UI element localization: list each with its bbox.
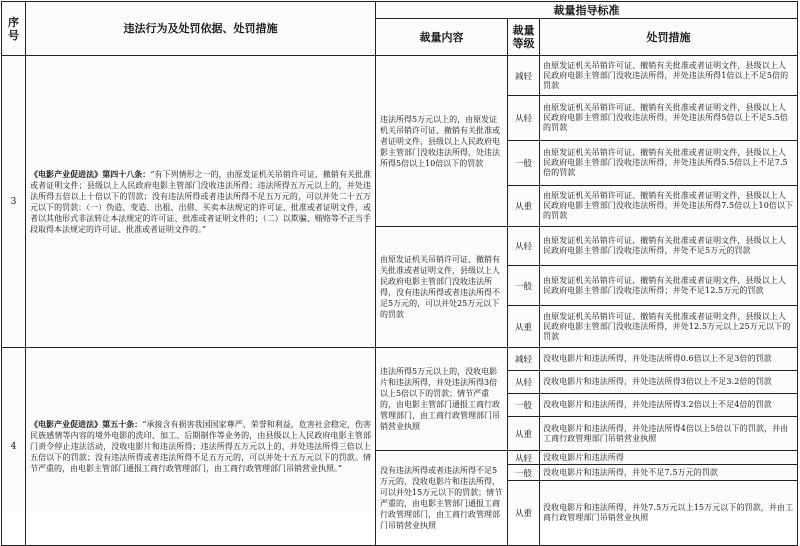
- discretion-level: 从轻: [508, 227, 540, 266]
- penalty-measure: 没收电影片和违法所得，并处不足7.5万元的罚款: [540, 465, 798, 481]
- basis-text: “承接含有损害我国国家尊严、荣誉和利益，危害社会稳定，伤害民族感情等内容的境外电影的洗印、加工、后期制作等业务的，由县级以上人民政府电影主管部门责令停止违法活动，没收电影片和违法所得；违法所得五万元以上的，并处违法所得三倍以上五倍以下的罚款；没有违法所得或者违法所得不足五万元的，可以并处十五万元以下的罚款。情节严重的，由电影主管部门通报工商行政管理部门，由工商行政管理部门吊销营业执照。”: [30, 420, 372, 473]
- header-measure: 处罚措施: [540, 19, 798, 56]
- law-article: 第四十八条：: [102, 169, 151, 179]
- discretion-level: 从重: [508, 417, 540, 451]
- penalty-measure: 没收电影片和违法所得: [540, 451, 798, 465]
- basis-text: “有下列情形之一的，由原发证机关吊销许可证、撤销有关批准或者证明文件；县级以上人民政府电影主管部门没收违法所得；违法所得五万元以上的，并处违法所得五倍以上十倍以下的罚款；没有违法所得或者违法所得不足五万元的，可以并处二十五万元以下的罚款：（一）伪造、变造、出租、出借、买卖本法规定的许可证、批准或者证明文件，或者以其他形式非法转让本法规定的许可证、批准或者证明文件的；（二）以欺骗、贿赂等不正当手段取得本法规定的许可证、批准或者证明文件的。”: [30, 169, 372, 234]
- discretion-content: 没有违法所得或者违法所得不足5万元的，没收电影片和违法所得，可以并处15万元以下的罚款；情节严重的，由电影主管部门通报工商行政管理部门，由工商行政管理部门吊销营业执照: [376, 451, 508, 546]
- discretion-content: 违法所得5万元以上的，由原发证机关吊销许可证、撤销有关批准或者证明文件，县级以上人民政府电影主管部门没收违法所得，处违法所得5倍以上10倍以下的罚款: [376, 56, 508, 227]
- penalty-basis: [26, 56, 376, 348]
- penalty-basis: [26, 348, 376, 546]
- discretion-level: 从重: [508, 481, 540, 546]
- law-article: 第五十条：: [102, 420, 143, 429]
- penalty-measure: 没收电影片和违法所得，并处违法所得3倍以上不足3.2倍的罚款: [540, 371, 798, 394]
- header-level: 裁量等级: [508, 19, 540, 56]
- row-number: 4: [2, 348, 26, 546]
- discretion-level: 一般: [508, 465, 540, 481]
- discretion-level: 从轻: [508, 451, 540, 465]
- header-content: 裁量内容: [376, 19, 508, 56]
- discretion-level: 从重: [508, 186, 540, 227]
- law-name: 《电影产业促进法》: [30, 169, 103, 179]
- penalty-measure: 没收电影片和违法所得，并处7.5万元以上15万元以下的罚款，并由工商行政管理部门吊销营业执照: [540, 481, 798, 546]
- law-name: 《电影产业促进法》: [30, 420, 103, 429]
- discretion-level: 从重: [508, 306, 540, 348]
- penalty-measure: 没收电影片和违法所得，并处违法所得3.2倍以上不足4倍的罚款: [540, 394, 798, 417]
- penalty-measure: 由原发证机关吊销许可证、撤销有关批准或者证明文件，县级以上人民政府电影主管部门没收违法所得，并处违法所得5.5倍以上不足7.5倍的罚款: [540, 141, 798, 186]
- discretion-level: 一般: [508, 266, 540, 306]
- header-basis: 违法行为及处罚依据、处罚措施: [26, 2, 376, 56]
- penalty-guideline-table: [1, 1, 798, 546]
- discretion-level: 减轻: [508, 348, 540, 371]
- discretion-level: 一般: [508, 394, 540, 417]
- discretion-content: 由原发证机关吊销许可证、撤销有关批准或者证明文件，县级以上人民政府电影主管部门没收违法所得，没有违法所得或者违法所得不足5万元的，可以并处25万元以下的罚款: [376, 227, 508, 348]
- header-no: 序号: [2, 2, 26, 56]
- discretion-level: 减轻: [508, 56, 540, 96]
- penalty-measure: 由原发证机关吊销许可证、撤销有关批准或者证明文件，县级以上人民政府电影主管部门没收违法所得，并处违法所得7.5倍以上10倍以下的罚款: [540, 186, 798, 227]
- discretion-content: 违法所得5万元以上的，没收电影片和违法所得，并处违法所得3倍以上5倍以下的罚款；情节严重的，由电影主管部门通报工商行政管理部门，由工商行政管理部门吊销营业执照: [376, 348, 508, 451]
- discretion-level: 从轻: [508, 96, 540, 141]
- penalty-measure: 由原发证机关吊销许可证、撤销有关批准或者证明文件，县级以上人民政府电影主管部门没收违法所得，并处违法所得1倍以上不足5倍的罚款: [540, 56, 798, 96]
- discretion-level: 一般: [508, 141, 540, 186]
- row-number: 3: [2, 56, 26, 348]
- penalty-measure: 由原发证机关吊销许可证、撤销有关批准或者证明文件，县级以上人民政府电影主管部门没收违法所得；并处不足12.5万元的罚款: [540, 266, 798, 306]
- penalty-measure: 由原发证机关吊销许可证、撤销有关批准或者证明文件，县级以上人民政府电影主管部门没收违法所得，并处不足5万元的罚款: [540, 227, 798, 266]
- header-guideline: 裁量指导标准: [376, 2, 798, 19]
- penalty-measure: 没收电影片和违法所得，并处违法所得0.6倍以上不足3倍的罚款: [540, 348, 798, 371]
- penalty-measure: 没收电影片和违法所得，并处违法所得4倍以上5倍以下的罚款，并由工商行政管理部门吊销营业执照: [540, 417, 798, 451]
- penalty-measure: 由原发证机关吊销许可证、撤销有关批准或者证明文件，县级以上人民政府电影主管部门没收违法所得，并处12.5万元以上25万元以下的罚款: [540, 306, 798, 348]
- penalty-measure: 由原发证机关吊销许可证、撤销有关批准或者证明文件，县级以上人民政府电影主管部门没收违法所得，并处违法所得5倍以上不足5.5倍的罚款: [540, 96, 798, 141]
- discretion-level: 从轻: [508, 371, 540, 394]
